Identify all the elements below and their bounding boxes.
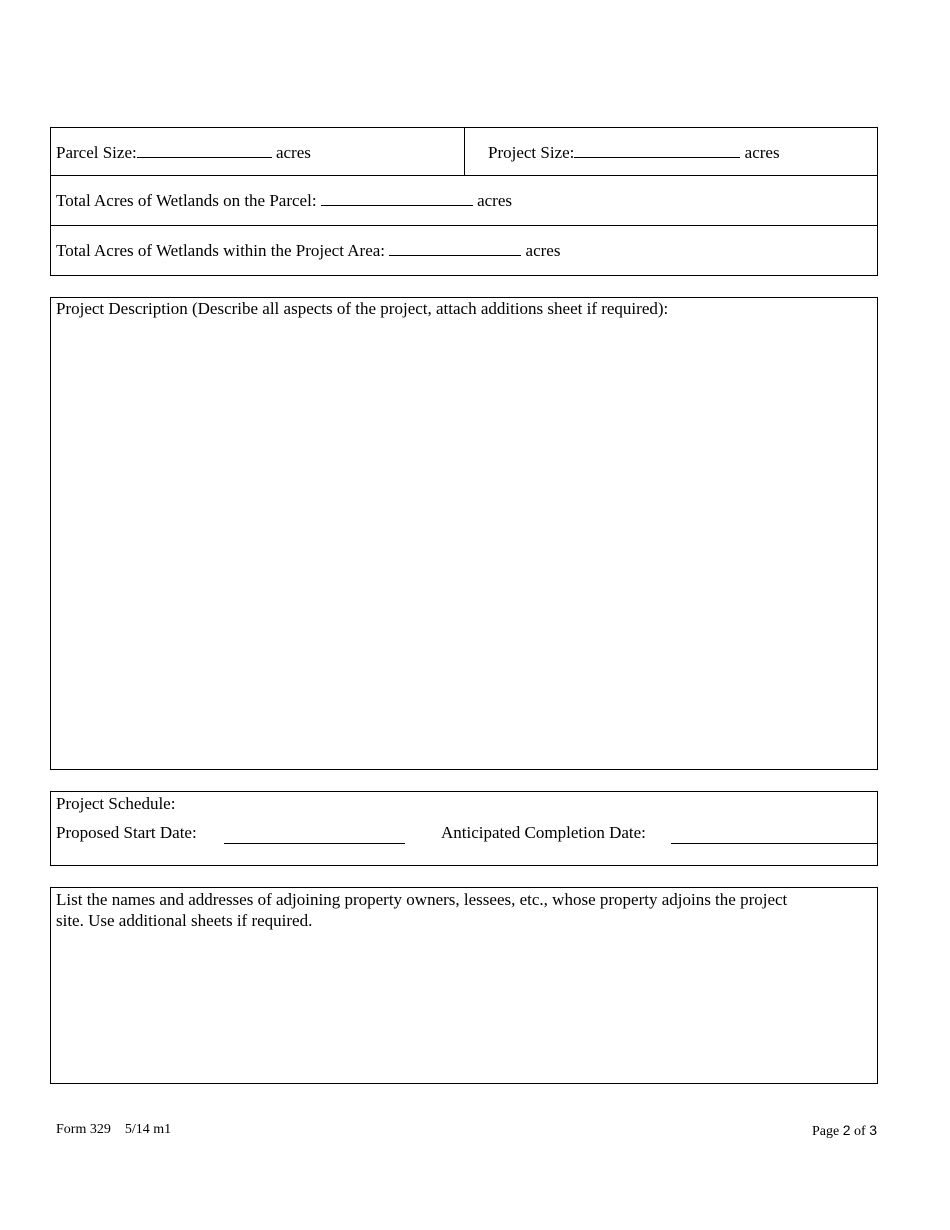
- wetlands-project-label-text: Total Acres of Wetlands within the Project Area:: [56, 241, 386, 260]
- wetlands-parcel-field[interactable]: [321, 190, 473, 206]
- page-total: 3: [869, 1122, 877, 1138]
- project-description-label: Project Description (Describe all aspects of the project, attach additions sheet if required):: [56, 299, 669, 318]
- parcel-size-field[interactable]: [137, 142, 272, 158]
- project-size-field[interactable]: [574, 142, 740, 158]
- page-current: 2: [842, 1122, 851, 1138]
- start-date-label: Proposed Start Date:: [56, 823, 197, 842]
- page-number: [812, 1122, 877, 1140]
- project-size-label: [488, 142, 780, 163]
- project-schedule-box: [50, 791, 878, 866]
- completion-date-field[interactable]: [671, 828, 877, 844]
- wetlands-parcel-label-text: Total Acres of Wetlands on the Parcel:: [56, 191, 317, 210]
- wetlands-project-label: [56, 240, 560, 261]
- sizes-table: [50, 127, 878, 276]
- project-schedule-title: Project Schedule:: [56, 794, 176, 813]
- completion-date-label: Anticipated Completion Date:: [441, 823, 646, 842]
- page-prefix: Page: [812, 1124, 843, 1139]
- wetlands-project-field[interactable]: [389, 240, 521, 256]
- sizes-row-parcel-project: [51, 128, 877, 176]
- sizes-row-wetlands-parcel: [51, 176, 877, 226]
- parcel-size-unit: acres: [275, 143, 311, 162]
- page-of: of: [850, 1124, 870, 1139]
- wetlands-project-unit: acres: [525, 241, 561, 260]
- start-date-field[interactable]: [224, 828, 405, 844]
- adjoining-owners-label-line1: List the names and addresses of adjoining property owners, lessees, etc., whose property adjoins the project: [56, 890, 788, 909]
- wetlands-parcel-label: [56, 190, 512, 211]
- form-number: Form 329: [56, 1122, 111, 1137]
- adjoining-owners-box[interactable]: [50, 887, 878, 1084]
- sizes-row-wetlands-project: [51, 226, 877, 275]
- project-size-unit: acres: [744, 143, 780, 162]
- form-revision: 5/14 m1: [124, 1122, 172, 1137]
- project-size-label-text: Project Size:: [488, 143, 575, 162]
- form-id: [56, 1122, 171, 1138]
- project-description-box[interactable]: [50, 297, 878, 770]
- wetlands-parcel-unit: acres: [477, 191, 512, 210]
- adjoining-owners-field[interactable]: [56, 936, 872, 1078]
- parcel-size-label: [56, 142, 311, 163]
- adjoining-owners-label-line2: site. Use additional sheets if required.: [56, 911, 313, 930]
- column-divider: [464, 128, 465, 175]
- project-description-field[interactable]: [56, 322, 872, 764]
- parcel-size-label-text: Parcel Size:: [56, 143, 137, 162]
